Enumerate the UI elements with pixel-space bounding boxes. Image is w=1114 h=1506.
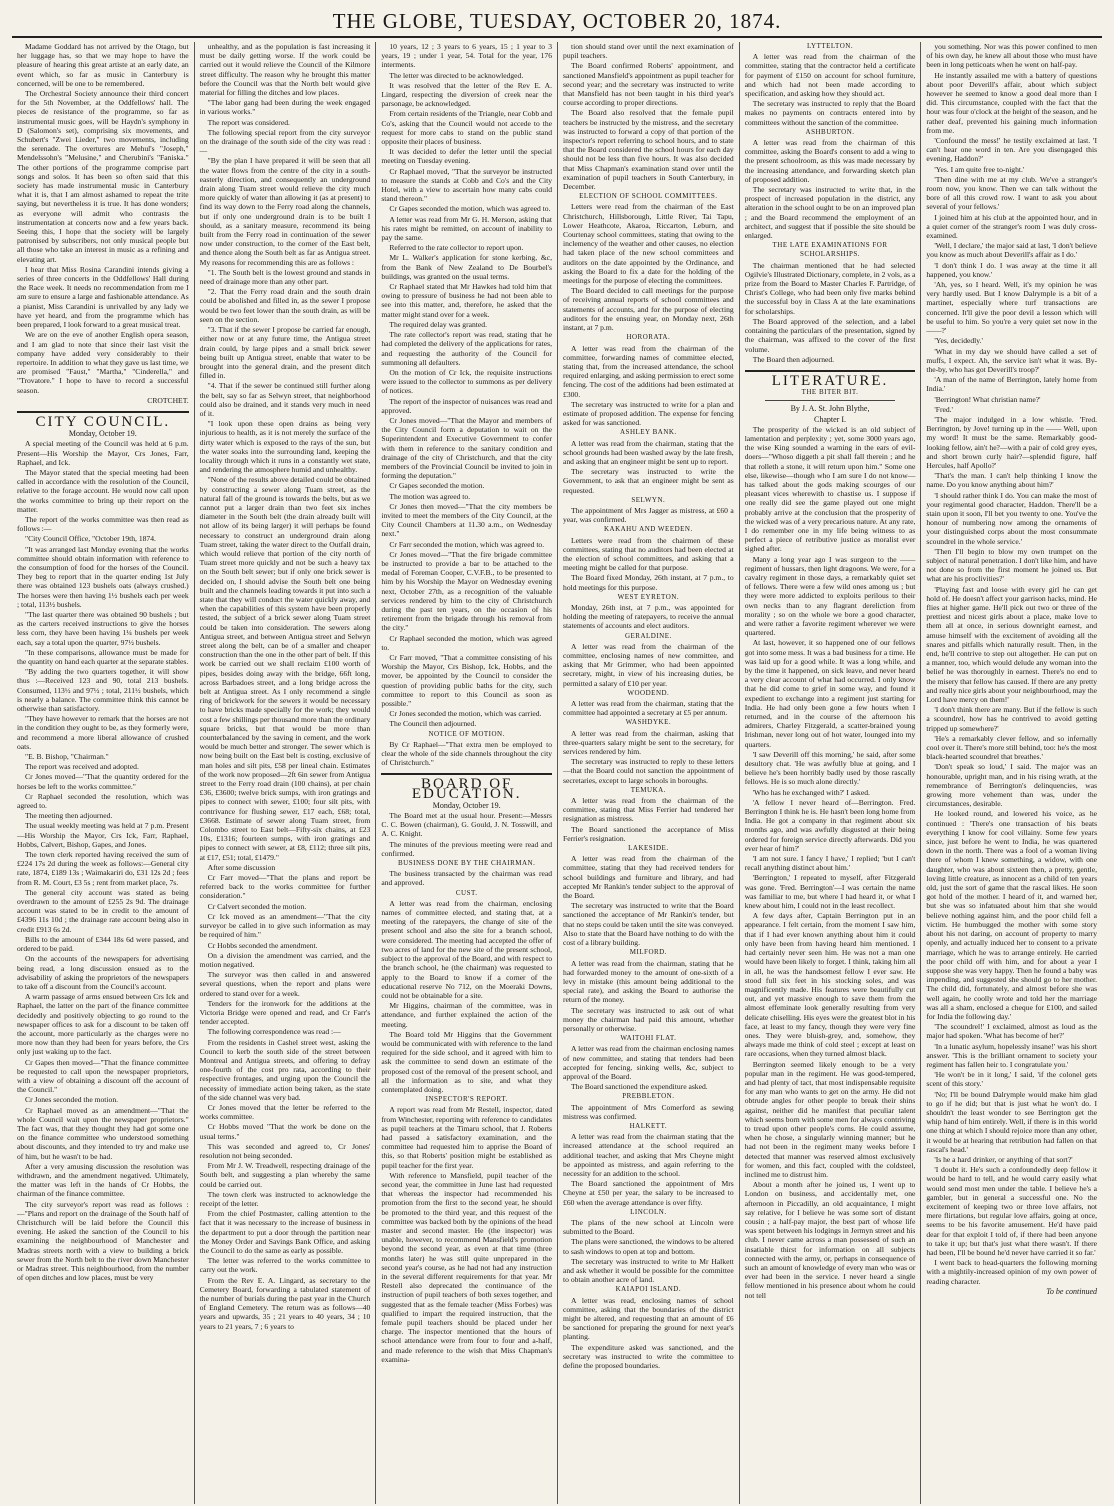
paragraph: 'I doubt it. He's such a confoundedly deep fellow it would be hard to tell, and he would carry easily what would send most men under the table. I believe he's a gambler, but in general a successful one. No the excitement of keeping two or three love affairs, not mere flirtations, but regular love affairs, going at once, seems to be his favorite amusement. He'd have paid dear for that exploit I told of, if there had been anyone to take it up; but that's just what there wasn't. If there had been, I'll be bound he'd never have carried it so far.': [926, 1165, 1098, 1257]
paragraph: 'No; I'll be bound Dalrymple would make him glad to go if he did; but that is just what he won't do. I shouldn't the least wonder to see Berrington get the whip hand of him entirely. Well, if there is in this world one thing at which I should rejoice more than any other, it would be at hearing that retribution had fallen on that rascal's head.': [926, 1089, 1098, 1154]
paragraph: A letter was read from the chairman of the committee, forwarding names of committee elected, stating that, from the increased attendance, the school required enlarging, and asking permission to erect some fencing. The cost of the additions had been estimated at £300.: [563, 343, 734, 399]
paragraph: Cr Farr moved, "That a committee consisting of his Worship the Mayor, Crs Bishop, Ick, Hobbs, and the mover, be appointed by the Council to consider the question of providing public baths for the city, such committee to report to this Council as soon as possible.": [381, 653, 553, 709]
column-4: [557, 42, 739, 1504]
paragraph: "It was arranged last Monday evening that the works committee should obtain information with reference to the consumption of food for the horses of the Council. They beg to report that in the quarter ending 1st July there was obtained 123 bushels oats (always crushed.) The horses were then having 1½ bushels each per week ; total, 113½ bushels.: [17, 544, 189, 609]
paragraph: 'I am not sure. I fancy I have,' I replied; 'but I can't recall anything distinct about him.': [744, 854, 916, 873]
paragraph: 'Playing fast and loose with every girl he can get hold of. He doesn't affect your garrison hacks, mind. He flies at higher game. He'll pick out two or three of the prettiest and nicest girls about a place, make love to them all at once, in serious downright earnest, and amuse himself with the excitement of avoiding all the snares and pitfalls which naturally result. Then, in the end, he'll contrive to step out altogether. He can put on a manner, too, which would delude any woman into the belief he was thoroughly in earnest. There's no end to the misery that fellow has caused. If there are any pretty and really nice girls about your neighbourhood, may the Lord have mercy on them!': [926, 584, 1098, 705]
section-subheading: NOTICE OF MOTION.: [428, 729, 505, 738]
paragraph: The Board fixed Monday, 26th instant, at 7 p.m., to hold meetings for this purpose.: [563, 573, 734, 592]
column-6: [920, 42, 1102, 1504]
paragraph: Cr Raphael moved as an amendment—"That the whole Council wait upon the newspaper proprietors." The fact was, that they thought they had got some one on the finance committee who understood something about discounts, and they intended to try and make use of him, but he wasn't to be had.: [17, 1105, 189, 1161]
masthead: THE GLOBE, TUESDAY, OCTOBER 20, 1874.: [12, 6, 1102, 38]
paragraph: "The last quarter there was obtained 90 bushels ; but as the carters received instructions to give the horses less corn, they have been having 1¼ bushels per week each, say a total upon the quarter, 97½ bushels.: [17, 609, 189, 647]
paragraph: The appointment of Mrs Jagger as mistress, at £60 a year, was confirmed.: [563, 505, 734, 525]
paragraph: Cr Jones moved—"That the quantity ordered for the horses be left to the works committee.": [17, 772, 189, 791]
paragraph: The rate collector's report was read, stating that he had completed the delivery of the applications for rates, and requesting the authority of the Council for summoning all defaulters.: [381, 330, 553, 367]
paragraph: 'Yes, decidedly.': [934, 336, 983, 346]
paragraph: This was seconded and agreed to, Cr Jones' resolution not being seconded.: [199, 1141, 371, 1160]
paragraph: 'The major indulged in a low whistle. 'Fred. Berrington, by Jove! turning up in the —— Well, upon my word! It must be the same. Remarkably good-looking fellow, ain't he?—with a pair of cold grey eyes, and short brown curly hair?—splendid figure, half Hercules, half Apollo?': [926, 414, 1098, 470]
section-subheading: KAKAHU AND WEEDEN.: [603, 525, 693, 534]
column-2: [194, 42, 376, 1504]
paragraph: Tenders for the ironwork for the additions at the Victoria Bridge were opened and read, and Cr Farr's tender accepted.: [199, 998, 371, 1027]
paragraph: The secretary was instructed to reply to these letters—that the Board could not sanction the appointment of secretaries, except to large schools in boroughs.: [563, 757, 734, 785]
paragraph: A letter was read from the chairman of this committee, asking the Board's consent to add a wing to the present schoolroom, as this was made necessary by the increasing attendance, and forwarding sketch plan of proposed addition.: [744, 138, 916, 184]
paragraph: A letter was read from the chairman, stating that the committee had appointed a secretary at £5 per annum.: [563, 699, 734, 718]
city-council-end: [381, 42, 552, 767]
paragraph: Referred to the rate collector to report upon.: [389, 243, 524, 253]
paragraph: On the motion of Cr Ick, the requisite instructions were issued to the collector to summons as per delivery of notices.: [381, 367, 553, 396]
music-signature: CROTCHET.: [147, 395, 189, 405]
paragraph: Cr Calvert seconded the motion.: [207, 901, 307, 911]
paragraph: The Orchestral Society announce their third concert for the 5th November, at the Oddfellows' hall. The pieces de resistance of the programme, so far as instrumental music goes, will be Haydn's symphony in D (Salomon's set), comprising six movements, and Schubert's "Zwei Lieder," two movements, including the serenade. The overtures are Mehul's "Joseph," Mendelssohn's "Melusine," and Cherubini's "Faniska." The other portions of the programme comprise part songs and solos. It has been so often said that this society has made instrumental music in Canterbury what it is, that I am almost ashamed to repeat the trite saying, but nevertheless it is true. It has done wonders; as everyone will admit who contrasts the instrumentation at concerts now and a few years back. Seeing this, I hope that the society will be largely patronised by subscribers, not only musical people but all those who take an interest in music as a refining and elevating art.: [17, 89, 189, 264]
paragraph: 'I don't think there are many. But if the fellow is such a scoundrel, how has he contrived to avoid getting tripped up somewhere?': [926, 705, 1098, 733]
paragraph: 'Berrington,' I repeated to myself, after Fitzgerald was gone. 'Fred. Berrington'—I was certain the name was familiar to me, but where I had heard it, or what I knew about him, I could not in the least recollect.: [744, 873, 916, 911]
paragraph: "1. The South belt is the lowest ground and stands in need of drainage more than any other part.: [199, 267, 371, 287]
paragraph: Cr Jones then moved—"That the city members be invited to meet the members of the City Council, at the City Council Chambers at 11.30 a.m., on Wednesday next.": [381, 501, 553, 539]
paragraph: The motion was agreed to.: [389, 491, 471, 501]
column-1: [12, 42, 194, 1504]
paragraph: The Mayor stated that the special meeting had been called in accordance with the resolution of the Council, relative to the forage account. He would now call upon the works committee to bring up their report on the matter.: [17, 467, 189, 514]
paragraph: 'He won't be in it long,' I said, 'if the colonel gets scent of this story.': [926, 1070, 1098, 1089]
paragraph: A letter was read from the chairman of the committee, stating that Miss Ferrier had tendered her resignation as mistress.: [563, 796, 734, 824]
paragraph: After a very amusing discussion the resolution was withdrawn, and the amendment negatived. Ultimately, the matter was left in the hands of Cr Hobbs, the chairman of the finance committee.: [17, 1161, 189, 1199]
paragraph: Monday, 26th inst, at 7 p.m., was appointed for holding the meeting of ratepayers, to receive the annual statements of accounts and elect auditors.: [563, 602, 734, 631]
paragraph: 'He's a remarkably clever fellow, and so infernally cool over it. There's more still behind, too: he's the most black-hearted scoundrel that breathes.': [926, 733, 1098, 762]
paragraph: Cr Gapes then moved—"That the finance committee be requested to call upon the newspaper proprietors, with a view of obtaining a discount off the account of the Council.": [17, 1057, 189, 1095]
paragraph: From Mr J. W. Treadwell, respecting drainage of the South belt, and suggesting a plan whereby the same could be carried out.: [199, 1161, 371, 1189]
columns: [12, 42, 1102, 1504]
paragraph: Berrington seemed likely enough to be a very popular man in the regiment. He was good-tempered, and had plenty of tact, that most indispensable requisite for any man who wants to get on the army. He did not obtrude angles for other people to break their shins against, neither did he manifest that peculiar talent which seems born with some men for always contriving to tread upon other people's corns. He could assume, when he chose, a singularly winning manner; but he had not been in the regiment many weeks before I detected that manner was reserved almost exclusively for women, and this fact, coupled with the coldsteel, inclined me to distrust him.: [744, 1059, 916, 1179]
column-5: [739, 42, 921, 1504]
paragraph: Cr Hobbs moved "That the work be done on the usual terms.": [199, 1122, 371, 1141]
paragraph: A warm passage of arms ensued between Crs Ick and Raphael, the latter on the part of the finance committee decidedly and positively objecting to go round to the newspaper offices to ask for a discount to be taken off the account, more particularly as the charges were no more now than they had been for years before, the Crs only just waking up to the fact.: [17, 992, 189, 1057]
paragraph: The plans were sanctioned, the windows to be altered to sash windows to open at top and bottom.: [563, 1237, 734, 1256]
paragraph: Letters were read from the chairmen of these committees, stating that no auditors had been elected at the election of school committees, and asking that a meeting might be called for that purpose.: [563, 535, 734, 573]
board-of-education-heading: BOARD OF EDUCATION.: [381, 773, 552, 798]
to-be-continued: To be continued: [1046, 1286, 1098, 1296]
paragraph: The following special report from the city surveyor on the drainage of the south side of the city was read :—: [199, 127, 371, 156]
section-subheading: CUST.: [455, 888, 478, 897]
section-subheading: KAIAPOI ISLAND.: [615, 1285, 682, 1294]
paragraph: The minutes of the previous meeting were read and confirmed.: [381, 839, 553, 858]
paragraph: The secretary was instructed to write that, in the prospect of increased population in the district, any alteration in the school ought to be on an improved plan ; and the Board recommend the employment of an architect, and suggest that if possible the site should be enlarged.: [744, 185, 916, 241]
paragraph: The Board told Mr Higgins that the Government would be communicated with with reference to the land required for the side school, and it agreed with him to ask the committee to send down an estimate of the proposed cost of the removal of the present school, and all the information as to site, and what they contemplated doing.: [381, 1029, 553, 1094]
paragraph: "I look upon these open drains as being very injurious to health, as it is not merely the surface of the dirty water which is exposed to the rays of the sun, but the water soaks into the surrounding land, keeping the locality through which it runs in a constantly wet state, and rendering the atmosphere humid and unhealthy.: [199, 419, 371, 475]
paragraph: 'Fred.': [934, 404, 953, 414]
paragraph: Cr Hobbs seconded the amendment.: [207, 940, 318, 950]
paragraph: A letter was read from the chairman, enclosing names of committee elected, and stating that, at a meeting of the ratepayers, the change of site of the present school and also the site for a branch school, were considered. The meeting had accepted the offer of two acres of land for the new site of the present school, subject to the approval of the Board, and with respect to the branch school, he (the chairman) was requested to apply to the Board to know if a corner of the educational reserve No 712, on the Moeraki Downs, could not be obtainable for a site.: [381, 898, 553, 1000]
section-subheading: HORORATA.: [626, 333, 671, 342]
paragraph: The Board confirmed Roberts' appointment, and sanctioned Mansfield's appointment as pupil teacher for second year; and the secretary was instructed to write that Mansfield has not been taught in his third year's course according to proper directions.: [563, 61, 734, 108]
paragraph: Bills to the amount of £344 18s 6d were passed, and ordered to be paid.: [17, 934, 189, 954]
paragraph: Cr Raphael stated that Mr Hawkes had told him that owing to pressure of business he had not been able to see into this matter, and, therefore, he asked that the matter might stand over for a week.: [381, 282, 553, 319]
paragraph: 10 years, 12 ; 3 years to 6 years, 15 ; 1 year to 3 years, 19 ; under 1 year, 54. Total for the year, 176 interments.: [381, 42, 553, 70]
paragraph: 'Don't speak so loud,' I said. The major was an honourable, upright man, and in his rising wrath, at the remembrance of Berrington's delinquencies, was growing more vehement than was, under the circumstances, desirable.: [926, 762, 1098, 809]
paragraph: 'Yes. I am quite free to-night.': [934, 164, 1025, 174]
board-of-education-date: Monday, October 19.: [432, 800, 501, 810]
paragraph: The Board approved of the selection, and a label containing the particulars of the presentation, signed by the chairman, was affixed to the cover of the first volume.: [744, 316, 916, 354]
paragraph: Cr Ick moved as an amendment—"That the city surveyor be called in to give such information as may be required of him.": [199, 911, 371, 940]
column-3: [375, 42, 557, 1504]
paragraph: The Council then adjourned.: [389, 719, 477, 729]
paragraph: Cr Farr seconded the motion, which was agreed to.: [389, 539, 545, 549]
paragraph: "They have however to remark that the horses are not in the condition they ought to be, as they formerly were, and recommend a more liberal allowance of crushed oats.: [17, 714, 189, 751]
city-council-date: Monday, October 19.: [68, 429, 137, 439]
section-subheading: GERALDINE.: [624, 631, 672, 640]
paragraph: 'I should rather think I do. You can make the most of your regimental good character, Haddon. There'll be a stain upon it soon, I'll bet you twenty to one. You've the honour of numbering now among the ornaments of your distinguished corps about the most consummate scoundrel in the whole service.': [926, 490, 1098, 546]
section-subheading: BUSINESS DONE BY THE CHAIRMAN.: [398, 859, 536, 868]
paragraph: Letters were read from the chairman of the East Christchurch, Hillsborough, Little River, Tai Tapu, Lower Heathcote, Akaroa, Riccarton, Leburn, and Courtenay school committees, stating that owing to the inclemency of the weather and other causes, no election had taken place of the new school committees and auditors on the date appointed by the Ordinance, and asking the Board to fix a date for the holding of the meetings for the purpose of electing the committees.: [563, 202, 734, 286]
paragraph: you something. Nor was this power confined to men of his own day, he knew all about those who must have been in long petticoats when he went on half-pay.: [926, 42, 1098, 70]
paragraph: A letter was read from the chairman, asking that three-quarters salary might be sent to the secretary, for services rendered by him.: [563, 728, 734, 757]
section-subheading: TEMUKA.: [630, 785, 666, 794]
paragraph: The Board sanctioned the appointment of Mrs Cheyne at £50 per year, the salary to be increased to £60 when the average attendance is over fifty.: [563, 1179, 734, 1207]
section-subheading: LINCOLN.: [630, 1207, 667, 1216]
paragraph: At last, however, it so happened one of our fellows got into some mess. It was a bad business for a time. He was laid up for a good while. It was a long while, and by the time it happened, on sick leave, and never heard a very clear account of what had occurred. I only know that he did come to grief in some way, and found it expedient to exchange into a regiment just starting for India. He had only been gone a few hours when I returned, and in the course of the afternoon his admirers, Charley Fitzgerald, a scatter-brained young Irishman, never long out of hot water, lounged into my quarters.: [744, 638, 916, 749]
paragraph: "By adding the two quarters together, it will show thus :—Received 123 and 90, total 213 bushels. Consumed, 113½ and 97½ ; total, 211½ bushels, which is nearly a balance. The committee think this cannot be otherwise than satisfactory.: [17, 667, 189, 714]
paragraph: Cr Farr moved—"That the plans and report be referred back to the works committee for further consideration.": [199, 873, 371, 901]
paragraph: The secretary was instructed to write for a plan and estimate of proposed addition. The expense for fencing asked for was sanctioned.: [563, 399, 734, 428]
paragraph: Mr Higgins, chairman of the committee, was in attendance, and further explained the action of the meeting.: [381, 1001, 553, 1029]
paragraph: A special meeting of the Council was held at 6 p.m. Present—His Worship the Mayor, Crs Jones, Farr, Raphael, and Ick.: [17, 439, 189, 467]
paragraph: A letter was read from the chairman, stating that the school grounds had been washed away by the late fresh, and asking that an engineer might be sent up to report.: [563, 438, 734, 466]
paragraph: A letter was read from the chairman, stating that he had forwarded money to the amount of one-sixth of a levy in mistake (this amount being additional to the special rate), and asking the Board to authorise the return of the money.: [563, 958, 734, 1005]
paragraph: He instantly assailed me with a battery of questions about poor Deverill's affair, about which subject however he seemed to know a good deal more than I did. This circumstance, coupled with the fact that the hour was four o'clock at the height of the season, and he rather deaf, prevented his gaining much information from me.: [926, 70, 1098, 135]
paragraph: The surveyor was then called in and answered several questions, when the report and plans were ordered to stand over for a week.: [199, 970, 371, 998]
paragraph: He looked round, and lowered his voice, as he continued : 'There's one transaction of his beats everything I know for cool villainy. Some few years since, just before he went to India, he was quartered down in the north. There was a fool of a woman living there of whom I knew something, a widow, with one daughter, who was about sixteen then, a pretty, gentle, loving little creature, as innocent as a child of ten years old, just the sort of game that the rascal likes. He soon got hold of the mother. I heard of it, and warned her, but she was so infatuated about him that she would believe nothing against him, and the poor child fell a victim. He humbugged the mother with some story about his not daring, on account of property to marry openly, and actually induced her to consent to a private marriage, which he was to arrange entirely. He carried the poor child off with him, and for about a year I suppose she was very happy. Then he found a baby was impending, and suggested she should go to her mother. The child did, fortunately, and almost before she was well again, he coolly wrote and told her the marriage was all a sham, enclosed a cheque for £100, and sailed for India the following day.': [926, 809, 1098, 1021]
paragraph: The Board met at the usual hour. Present:—Messrs C. C. Bowen (chairman), G. Gould, J. N. Tosswill, and A. C. Knight.: [381, 811, 553, 839]
paragraph: The appointment of Mrs Comerford as sewing mistress was confirmed.: [563, 1102, 734, 1121]
paragraph: The town clerk was instructed to acknowledge the receipt of the letter.: [199, 1189, 371, 1208]
paragraph: The usual weekly meeting was held at 7 p.m. Present—His Worship the Mayor, Crs Ick, Farr, Raphael, Hobbs, Calvert, Bishop, Gapes, and Jones.: [17, 821, 189, 849]
paragraph: The report was received and adopted.: [25, 762, 139, 772]
paragraph: A few days after, Captain Berrington put in an appearance. I felt certain, from the moment I saw him, that if I had ever known anything about him it could only have been from having heard him mentioned. I had certainly never seen him. He was not a man one would have been likely to forget. I think, taking him all in all, he was the handsomest fellow I ever saw. He stood full six feet in his stocking soles, and was magnificently made. His features were beautifully cut out, and yet massive enough to save them from the almost effeminate look generally resulting from very delicate chiselling. His eyes were the greatest blot in his face, at least to my fancy, though they were very fine ones. They were bluish-grey, and, somehow, they always made me think of cold steel ; except at least on rare occasions, when they turned almost black.: [744, 911, 916, 1059]
section-subheading: LAKESIDE.: [628, 844, 669, 853]
story-title: THE BITER BIT.: [801, 388, 859, 397]
paragraph: I joined him at his club at the appointed hour, and in a quiet corner of the stranger's room I was duly cross-examined.: [926, 212, 1098, 241]
music-article: [17, 42, 189, 395]
paragraph: The secretary was instructed to write that the Board sanctioned the acceptance of Mr Rankin's tender, but that no steps could be taken until the site was conveyed. Also to state that the Board have nothing to do with the cost of a library building.: [563, 901, 734, 948]
paragraph: 'The scoundrel!' I exclaimed, almost as loud as the major had spoken. 'What has become of her?': [926, 1022, 1098, 1041]
paragraph: A letter was read from the chairman enclosing names of new committee, and stating that tenders had been accepted for fencing, sinking wells, &c, subject to approval of the Board.: [563, 1044, 734, 1081]
paragraph: The plans of the new school at Lincoln were submitted to the Board.: [563, 1217, 734, 1237]
paragraph: 'Is he a hard drinker, or anything of that sort?': [934, 1154, 1073, 1164]
paragraph: "3. That if the sewer I propose be carried far enough, either now or at any future time, the Antigua street drain could, by large pipes and a small brick sewer being built up Antigua street, enable that water to be brought into the general drain, and the present ditch filled in.: [199, 325, 371, 381]
paragraph: From the chief Postmaster, calling attention to the fact that it was necessary to the increase of business in the department to put a door through the partition near the Money Order and Savings Bank Office, and asking the Council to do the same as early as possible.: [199, 1209, 371, 1255]
paragraph: From the Rev E. A. Lingard, as secretary to the Cemetery Board, forwarding a tabulated statement of the number of burials during the past year in the Church of England Cemetery. The return was as follows—40 years and upwards, 35 ; 21 years to 40 years, 34 ; 10 years to 21 years, 7 ; 6 years to: [199, 1275, 371, 1331]
paragraph: Many a long year ago I was surgeon to the —— regiment of hussars, then light dragoons. We were, for a cavalry regiment in those days, a remarkably quiet set of fellows. There were a few wild ones among us ; but they were more addicted to exploits perilous to their own necks than to any flagrant dereliction from morality ; so on the whole we bore a good character, and were rather a favorite regiment wherever we were quartered.: [744, 554, 916, 638]
paragraph: 'Then I'll begin to blow my own trumpet on the subject of natural penetration. I don't like him, and have not done so from the first moment he joined us. But what are his proclivities?': [926, 546, 1098, 584]
divider: [765, 400, 896, 401]
paragraph: The secretary was instructed to ask out of what money the chairman had paid this amount, whether personally or otherwise.: [563, 1005, 734, 1033]
paragraph: A letter was read from the chairman of the committee, stating that the contractor held a certificate for payment of £150 on account for school furniture, and which had not been made according to specification, and asking how they should act.: [744, 52, 916, 99]
paragraph: The town clerk reported having received the sum of £224 17s 2d during the week as follows:—General city rate, 1874, £189 13s ; Waimakariri do, £31 12s 2d ; fees from R. M. Court, £3 5s ; rent from market place, 7s.: [17, 850, 189, 887]
paragraph: A letter was read, enclosing names of school committee, asking that the boundaries of the district might be altered, and requesting that an amount of £6 be sanctioned for preparing the ground for next year's planting.: [563, 1295, 734, 1342]
section-subheading: PREBBLETON.: [622, 1092, 675, 1101]
paragraph: "4. That if the sewer be continued still further along the belt, say so far as Selwyn street, that neighborhood could also be drained, and it stands very much in need of it.: [199, 381, 371, 418]
paragraph: I went back to head-quarters the following morning with a mightily-increased opinion of my own power of reading character.: [926, 1258, 1098, 1286]
paragraph: The prosperity of the wicked is an old subject of lamentation and perplexity ; yet, some 3000 years ago, the wise King sounded a warning in the ears of evil-doers—"Whoso diggeth a pit shall fall therein ; and he that rolleth a stone, it will return upon him." Some one else, likewise—though who I am sure I do not know—has talked about the gods making scourges of our pleasant vices wherewith to chastise us. I suppose if one really did see the game played out one might probably arrive at the conclusion that the prosperity of the wicked was of a very precarious nature. At any rate, I do remember one in my life being witness to as perfect a piece of retributive justice as moralist ever sighed after.: [744, 424, 916, 554]
paragraph: 'Confound the mess!' he testily exclaimed at last. 'I can't hear one word in ten. Are you disengaged this evening, Haddon?': [926, 136, 1098, 164]
paragraph: "The labor gang had been during the week engaged in various works.": [199, 98, 371, 117]
paragraph: With reference to Mansfield, pupil teacher of the second year, the committee in June last had requested that whereas the inspector had recommended his promotion from the first to the second year, he should be promoted to the third year, and this request of the committee was backed both by the opinions of the head master and second master. He (the inspector) was unable, however, to recommend Mansfield's promotion beyond the second year, as even at that time (three months later) he was still quite unprepared in the second year's course, as he had not had any instruction in the several different requirements for that year. Mr Restell also deprecated the continuance of the instruction of pupil teachers of both sexes together, and suggested that as the female teacher (Miss Forbes) was qualified to impart the required instruction, that the female pupil teachers should be placed under her charge. The inspector mentioned that the hours of school attendance were from four to four and a-half, and made reference to the wish that Miss Chapman's examina-: [381, 1170, 553, 1364]
paragraph: 'I don't think I do. I was away at the time it all happened, you know.': [926, 260, 1098, 279]
paragraph: By Cr Raphael—"That extra men be employed to clear the whole of the side channels throughout the city of Christchurch.": [381, 739, 553, 768]
section-subheading: WAITOHI FLAT.: [620, 1034, 677, 1043]
section-subheading: ASHBURTON.: [805, 127, 855, 136]
paragraph: The secretary was instructed to reply that the Board makes no payments on contracts entered into by committees without the sanction of the committee.: [744, 99, 916, 127]
paragraph: 'Well, I declare,' the major said at last, 'I don't believe you know as much about Deverill's affair as I do.': [926, 241, 1098, 260]
paragraph: The report was considered.: [207, 117, 290, 127]
paragraph: Cr Jones seconded the motion.: [25, 1095, 119, 1105]
section-subheading: INSPECTOR'S REPORT.: [425, 1095, 508, 1104]
story-text-continued: [926, 42, 1097, 1286]
paragraph: From certain residents of the Triangle, near Cobb and Co's, asking that the Council would not accede to the request for more cabs to stand on the public stand opposite their places of business.: [381, 109, 553, 147]
paragraph: 'In a lunatic asylum, hopelessly insane!' was his short answer. 'This is the brilliant ornament to society your regiment has fallen heir to. I congratulate you.': [926, 1041, 1098, 1069]
paragraph: Cr Raphael seconded the motion, which was agreed to.: [381, 633, 553, 652]
section-subheading: LYTTELTON.: [806, 42, 854, 50]
paragraph: I hear that Miss Rosina Carandini intends giving a series of three concerts in the Oddfellows' Hall during the Race week. It needs no recommendation from me I am sure to ensure a large and fashionable attendance. As a pianist, Miss Carandini is unrivalled by any lady we have yet heard, and from the programme which has been prepared, I look forward to a great musical treat.: [17, 264, 189, 330]
paragraph: The report of the inspector of nuisances was read and approved.: [381, 396, 553, 415]
section-subheading: HALKETT.: [629, 1121, 668, 1130]
paragraph: A letter was read from the chairman of the committee, stating that they had received tenders for school buildings and furniture and library, and had accepted Mr Rankin's tender subject to the approval of the Board.: [563, 854, 734, 901]
section-subheading: THE LATE EXAMINATIONS FOR SCHOLARSHIPS.: [772, 241, 888, 259]
paragraph: The Board also resolved that the female pupil teachers be instructed by the mistress, and the secretary was instructed to forward a copy of that portion of the inspector's report referring to school hours, and to state that the Board considered the school hours for each day should not be less than five hours. It was also decided that Miss Chapman's examination stand over until the examination of pupil teachers in South Canterbury, in December.: [563, 108, 734, 192]
paragraph: 'Berrington! What christian name?': [934, 394, 1041, 404]
paragraph: We are on the eve of another English opera season, and I am glad to note that since their last visit the company have added very considerably to their repertoire. In addition to what they gave us last time, we are promised "Faust," "Martha," "Cinderella," and "Trovatore." I hope to have to record a successful season.: [17, 330, 189, 395]
paragraph: 'Ah, yes, so I heard. Well, it's my opinion he was very hardly used. But I know Dalrymple is a bit of a martinet, especially where turf transactions are concerned. It'll give the poor devil a lesson which will be useful to him. So you're a very quiet set now in the ——?': [926, 280, 1098, 336]
board-of-education-continued: [563, 42, 734, 1370]
paragraph: 'That's the man. I can't help thinking I know the name. Do you know anything about him?': [926, 471, 1098, 490]
paragraph: 'I saw Deverill off this morning,' he said, after some desultory chat. 'He was awfully blue at going, and I believe he's been horribly badly used by those rascally fellows. He is so much alone directly.': [744, 749, 916, 787]
paragraph: The required delay was granted.: [389, 319, 487, 329]
paragraph: The Board decided to call meetings for the purpose of receiving annual reports of school committees and statements of accounts, and for the purpose of electing auditors for the ensuing year, on Monday next, 26th instant, at 7 p.m.: [563, 286, 734, 333]
paragraph: Cr Gapes seconded the motion.: [389, 481, 485, 491]
paragraph: The city surveyor's report was read as follows :—"Plans and report on the drainage of the South half of Christchurch will be laid before the Council this evening. He asked the sanction of the Council to his examining the neighbourhood of Manchester and Madras streets north with a view to building a brick sewer from the North belt to the river down Manchester or Madras street. This neighbourhood, from the number of open ditches and low places, must be very: [17, 1199, 189, 1283]
paragraph: The letter was directed to be acknowledged.: [389, 70, 524, 80]
paragraph: Cr Jones moved—"That the Mayor and members of the City Council form a deputation to wait on the Superintendent and Executive Government to confer with them in reference to the sanitary condition and drainage of the city of Christchurch, and that the city members of the Provincial Council be invited to join in forming the deputation.": [381, 415, 553, 481]
paragraph: "In these comparisons, allowance must be made for the quantity on hand each quarter at the separate stables.: [17, 647, 189, 666]
paragraph: "City Council Office, "October 19th, 1874.: [25, 534, 156, 544]
paragraph: The Board sanctioned the acceptance of Miss Ferrier's resignation.: [563, 824, 734, 843]
paragraph: "None of the results above detailed could be obtained by constructing a sewer along Tuam street, as the natural fall of the ground is towards the belts, but as we cannot put a larger drain than two feet six inches diameter in the South belt (the drain already built will not allow of its being larger) it will perhaps be found necessary to construct an underground drain along Tuam street, taking the water direct to the Outfall drain, which would relieve that portion of the city north of Tuam street more quickly and not be such a heavy tax on the South belt sewer; but if only one brick sewer is decided on, I should advise the South belt one being built and the channels leading towards it put into such a state that they will conduct the water quickly away, and when the capabilities of this system have been properly tested, the subject of a brick sewer along Tuam street could be taken into consideration. The sewers along Antigua street, and between Antigua street and Selwyn street along the belt, can be of a smaller and cheaper construction than the one in the other part of belt. If this work be carried out we shall reclaim £100 worth of pipes, besides doing away with the bridge, 66ft long, across Barbadoes street, and a long bridge across the belt at Antigua street. As I only recommend a single ring of brickwork for the sewers it would be necessary to have bricks made specially for the work; they would cost a few shillings per thousand more than the ordinary square bricks, but that would be more than counterbalanced by the saving in cement, and the work would be much better and stronger. The sewer which is now being built on the East belt is costing, exclusive of man holes and silt pits, £58 per lineal chain. Estimates of the work now proposed—2ft 6in sewer from Antigua street to the Ferry road drain (100 chains), at per chain £36, £3600; twelve brick sumps, with iron gratings and pipes to connect with sewer, £100; four silt pits, with contrivance for flushing sewer, £17 each, £68; total, £3668. Estimate of sewer along Tuam street, from Colombo street to East belt—Fifty-six chains, at £23 10s, £1316; fourteen sumps, with iron gratings and pipes to connect with sewer, at £8, £112; three silt pits, at £17, £51; total, £1479.": [199, 475, 371, 862]
paragraph: The Board sanctioned the expenditure asked.: [571, 1082, 708, 1092]
paragraph: The business transacted by the chairman was read and approved.: [381, 869, 553, 888]
paragraph: The secretary was instructed to write to Mr Halkett and ask whether it would be possible for the committee to obtain another acre of land.: [563, 1256, 734, 1285]
section-subheading: WEST EYRETON.: [617, 592, 680, 601]
city-council-heading: CITY COUNCIL.: [17, 411, 189, 427]
paragraph: 'What in my day we should have called a set of muffs, I expect. Ah, the service isn't what it was. By-the-by, who has got Deverill's troop?': [926, 346, 1098, 374]
section-subheading: ELECTION OF SCHOOL COMMITTEES.: [579, 192, 718, 201]
section-subheading: MILFORD.: [629, 948, 667, 957]
paragraph: The expenditure asked was sanctioned, and the secretary was instructed to write the committee to define the proposed boundaries.: [563, 1342, 734, 1371]
paragraph: A letter was read from Mr G. H. Merson, asking that his rates might be remitted, on account of inability to pay the same.: [381, 214, 553, 243]
board-of-education-article: [381, 811, 552, 1364]
paragraph: 'Who has he exchanged with?' I asked.: [752, 787, 870, 797]
paragraph: It was resolved that the letter of the Rev E. A. Lingard, respecting the diversion of creek near the parsonage, be acknowledged.: [381, 80, 553, 109]
paragraph: The Board then adjourned.: [752, 354, 835, 364]
paragraph: A report was read from Mr Restell, inspector, dated from Winchester, reporting with reference to candidates as pupil teachers at the Timaru school, that J. Roberts had passed a satisfactory examination, and the committee had requested him to apprise the Board of this, so that Roberts' position might be established as pupil teacher for the first year.: [381, 1105, 553, 1170]
paragraph: The secretary was instructed to write the Government, to ask that an engineer might be sent as requested.: [563, 467, 734, 495]
section-subheading: ASHLEY BANK.: [620, 428, 677, 437]
paragraph: On the accounts of the newspapers for advertising being read, a long discussion ensued as to the advisability of asking the proprietors of the newspapers to take off a discount from the Council's account.: [17, 954, 189, 991]
paragraph: 'A fellow I never heard of—Berrington. Fred. Berrington I think he is. He hasn't been long home from India. He got a company in that regiment about six months ago, and was awfully disgusted at their being ordered for foreign service directly afterwards. Did you ever hear of him?': [744, 797, 916, 853]
paragraph: From the residents in Cashel street west, asking the Council to kerb the south side of the street between Montreal and Antigua streets, and offering to defray one-fourth of the cost pro rata, according to their respective frontages, and urging upon the Council the necessity of immediate action being taken, as the state of the side channel was very bad.: [199, 1037, 371, 1102]
paragraph: "E. B. Bishop, "Chairman.": [25, 752, 109, 762]
paragraph: The chairman mentioned that he had selected Ogilvie's Illustrated Dictionary, complete, in 2 vols, as a prize from the Board to Master Charles F. Partridge, of Christ's College, who had been only five marks behind the successful boy in Class A at the late examinations for scholarships.: [744, 260, 916, 316]
paragraph: "2. That the Ferry road drain and the south drain could be abolished and filled in, as the sewer I propose would be two feet lower than the south drain, as will be seen on the section.: [199, 287, 371, 324]
paragraph: "By the plan I have prepared it will be seen that all the water flows from the centre of the city in a south-easterly direction, and consequently an underground drain along Tuam street would relieve the city much more quickly of water than allowing it (as at present) to find its way down to the Ferry road along the channels, but if only one underground drain is to be built I should, as a sanitary measure, recommend its being built from the Ferry road in continuation of the sewer now under construction, to the corner of the East belt, and thence along the South belt as far as Antigua street. My reasons for recommending this are as follows :: [199, 156, 371, 267]
paragraph: On a division the amendment was carried, and the motion negatived.: [199, 950, 371, 969]
paragraph: A letter was read from the chairman stating that the increased attendance at the school required an additional teacher, and asking that Mrs Cheyne might be appointed as mistress, and again referring to the necessity for an addition to the school.: [563, 1132, 734, 1178]
section-subheading: WASHDYKE.: [625, 718, 672, 727]
paragraph: The report of the works committee was then read as follows :—: [17, 514, 189, 534]
paragraph: Cr Raphael moved, "That the surveyor be instructed to measure the stands at Cobb and Co's and the City Hotel, with a view to ascertain how many cabs could stand thereon.": [381, 166, 553, 204]
story-text: [745, 425, 916, 1300]
paragraph: About a month after he joined us, I went up to London on business, and accidentally met, one afternoon in Piccadilly, an old acquaintance, I might say relative, for I believe he was some sort of distant cousin ; a half-pay major, the best part of whose life was spent between his lodgings in Jermyn street and his club. I never came across a man possessed of such an insatiable thirst for information on all subjects connected with the army, or, perhaps in consequence of such an amount of knowledge of every man who was or ever had been in the service. I never heard a single fellow mentioned in his presence about whom he could not tell: [744, 1180, 916, 1300]
board-of-education-end: [745, 42, 916, 364]
paragraph: The meeting then adjourned.: [25, 811, 113, 821]
section-subheading: SELWYN.: [631, 495, 666, 504]
city-council-continued: [200, 42, 371, 1331]
paragraph: Cr Raphael seconded the resolution, which was agreed to.: [17, 791, 189, 811]
paragraph: 'A man of the name of Berrington, lately home from India.': [926, 375, 1098, 394]
section-subheading: WOODEND.: [627, 688, 670, 697]
paragraph: 'Then dine with me at my club. We've a stranger's room now, you know. Then we can talk without the bore of all this crowd row. I want to ask you about several of your fellows.': [926, 174, 1098, 212]
paragraph: Cr Jones seconded the motion, which was carried.: [389, 709, 542, 719]
paragraph: Mr L. Walker's application for stone kerbing, &c, from the Bank of New Zealand to De Bourbel's buildings, was granted on the usual terms.: [381, 253, 553, 281]
paragraph: Cr Jones moved that the letter be referred to the works committee.: [199, 1102, 371, 1122]
paragraph: Cr Jones moved—"That the fire brigade committee be instructed to provide a bar to be attached to the medal of Foreman Cooper, C.V.F.B., to be presented to him by his Worship the Mayor on Wednesday evening next, October 27th, as a recognition of the valuable services rendered by him to the city of Christchurch during the past ten years, on the occasion of his retirement from the brigade through his removal from the city.": [381, 549, 553, 633]
paragraph: Madame Goddard has not arrived by the Otago, but her luggage has, so that we may hope to have the pleasure of hearing this great artiste at an early date, an event which, so far as music in Canterbury is concerned, will be one to be remembered.: [17, 42, 189, 88]
city-council-article: [17, 439, 189, 1282]
paragraph: tion should stand over until the next examination of pupil teachers.: [563, 42, 734, 61]
paragraph: The letter was referred to the works committee to carry out the work.: [199, 1256, 371, 1275]
story-byline: By J. A. St. John Blythe,: [790, 404, 870, 414]
paragraph: It was decided to defer the letter until the special meeting on Tuesday evening.: [381, 147, 553, 166]
paragraph: The following correspondence was read :—: [207, 1027, 341, 1037]
paragraph: Cr Gapes seconded the motion, which was agreed to.: [389, 204, 551, 214]
paragraph: The general city account was stated as being overdrawn to the amount of £255 2s 9d. The drainage account was stated to be in credit to the amount of £4396 11s 10d ; the drainage rate account being also in credit £913 6s 2d.: [17, 887, 189, 934]
literature-heading: LITERATURE.: [745, 370, 916, 386]
paragraph: A letter was read from the chairman of the committee, enclosing names of new committee, and asking that Mr Grimmer, who had been appointed secretary, might, in view of his increasing duties, be permitted a salary of £10 per year.: [563, 641, 734, 688]
story-chapter: Chapter I.: [814, 414, 847, 424]
paragraph: unhealthy, and as the population is fast increasing it must be daily getting worse. If the work could be carried out it would relieve the Council of the Kilmore street difficulty. The reason why he brought this matter before the Council was that the North belt would give material for filling the ditches and low places.: [199, 42, 371, 98]
paragraph: After some discussion: [207, 862, 276, 872]
